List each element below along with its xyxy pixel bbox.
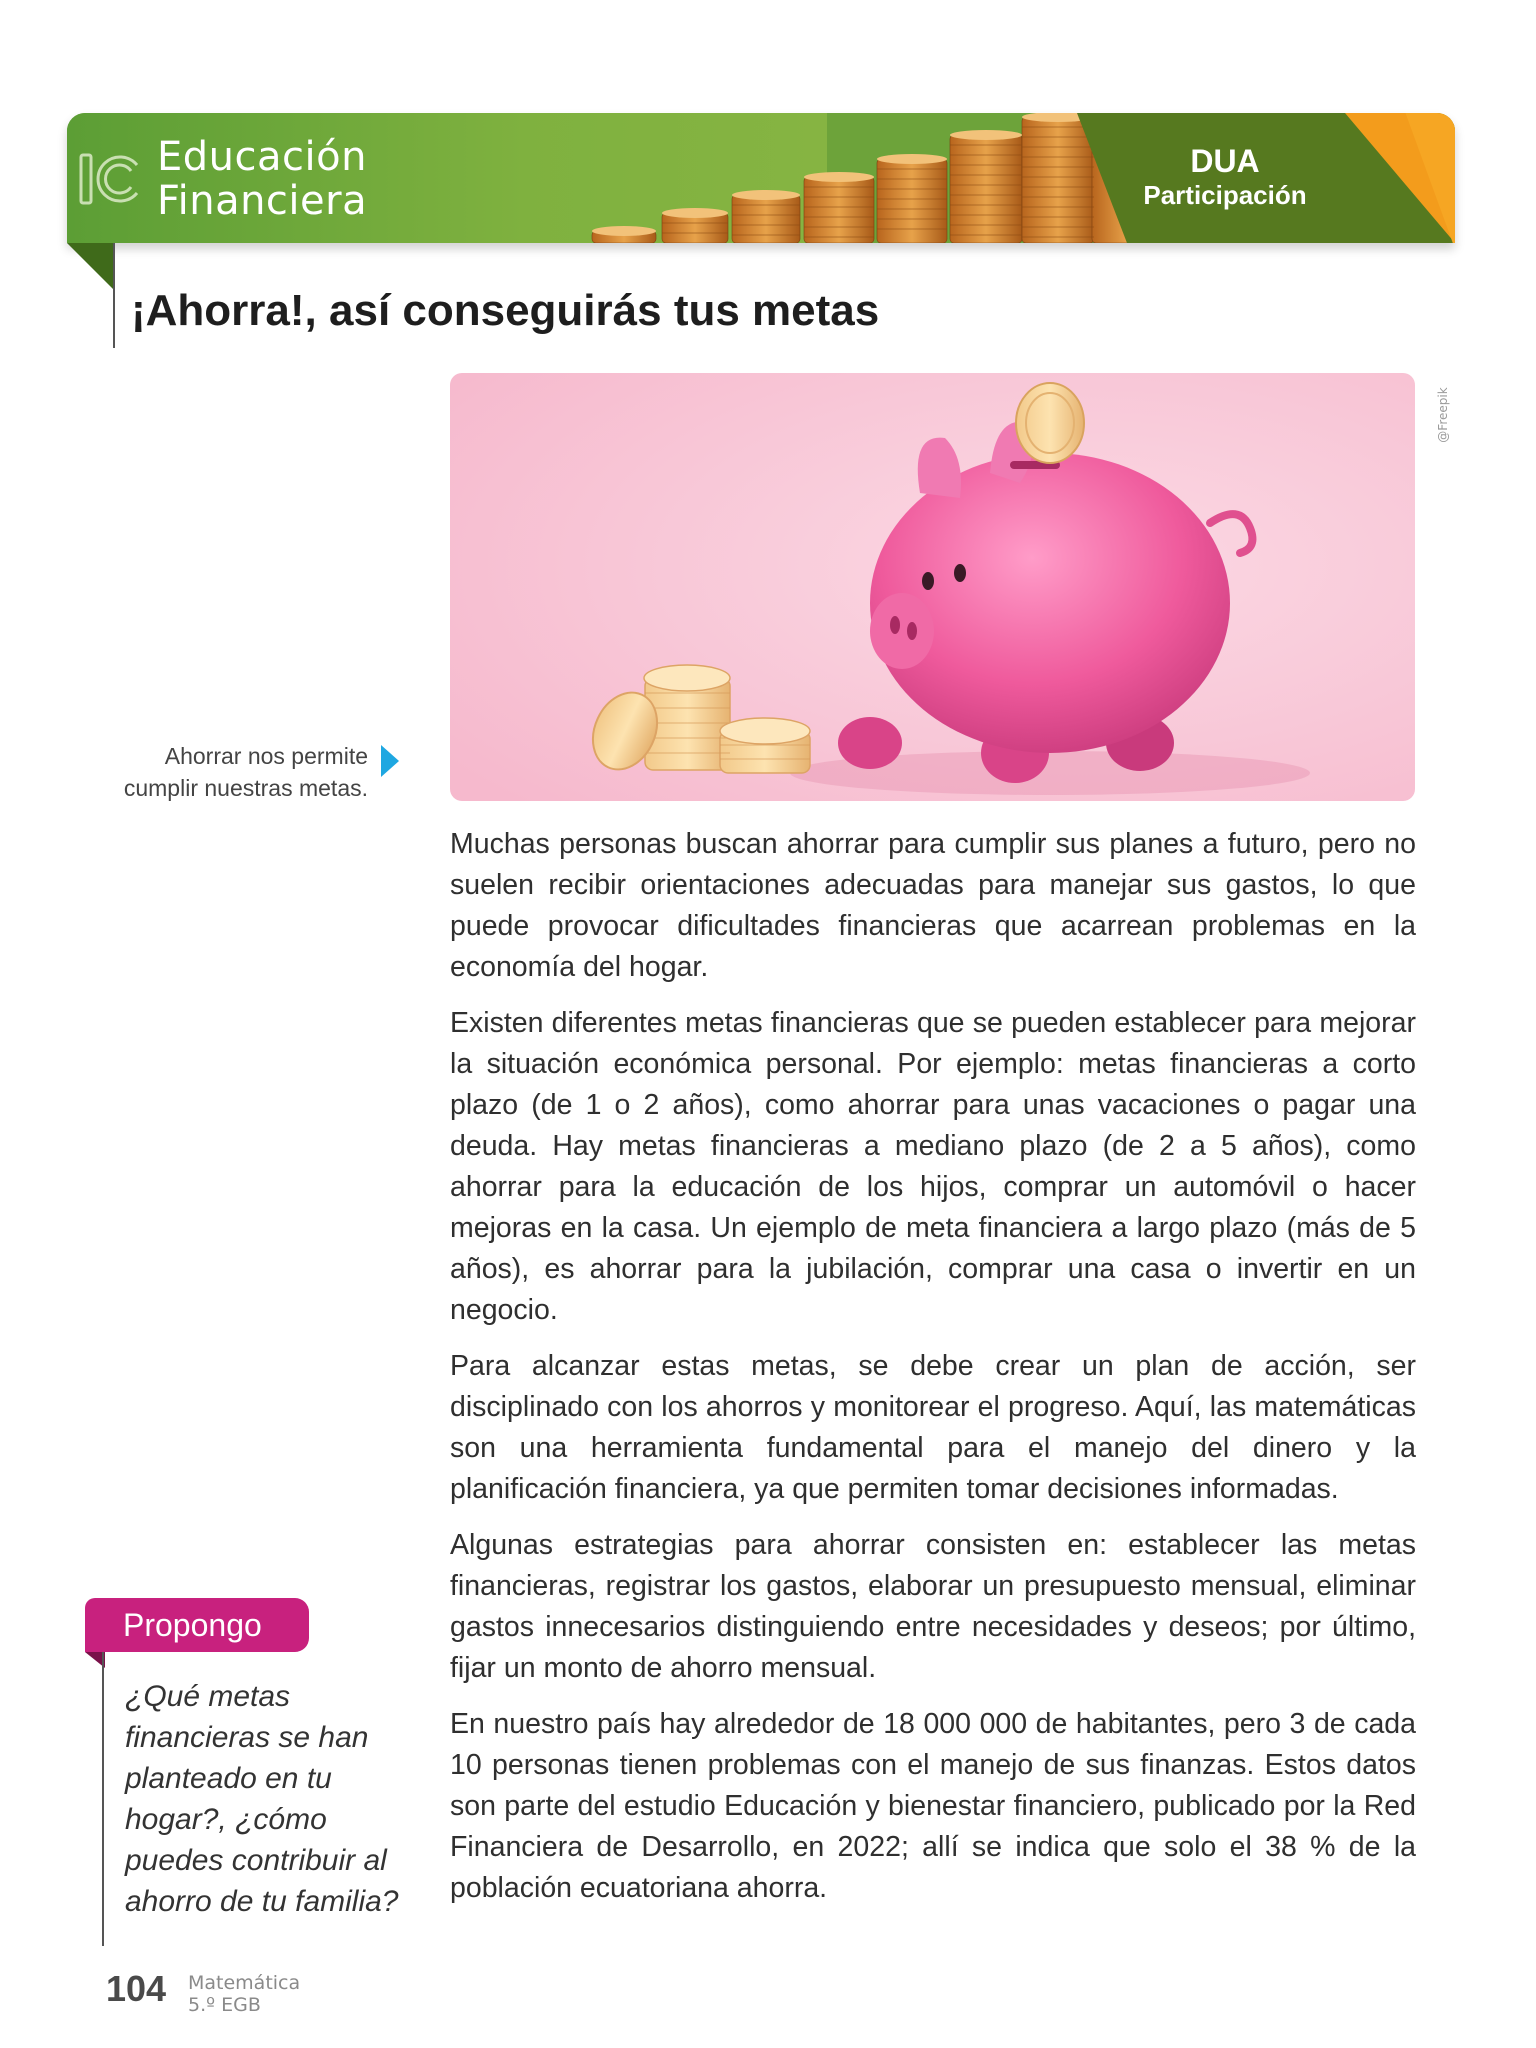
section-title-line2: Financiera [157, 178, 368, 224]
propongo-question: ¿Qué metas financieras se han planteado en tu hogar?, ¿cómo puedes contribuir al ahorro de tu familia? [125, 1680, 399, 1918]
dua-badge-title: DUA [1190, 143, 1260, 179]
image-credit [1408, 380, 1454, 450]
paragraph: Muchas personas buscan ahorrar para cumplir sus planes a futuro, pero no suelen recibir orientaciones adecuadas para manejar sus gastos, lo que puede provocar dificultades financieras que acarrean problemas en la economía del hogar. [450, 828, 1416, 983]
section-title-line1: Educación [157, 134, 367, 180]
page-number: 104 [106, 1968, 167, 2009]
propongo-rule [102, 1652, 104, 1946]
piggy-bank-photo [450, 373, 1415, 801]
page-title: ¡Ahorra!, así conseguirás tus metas [131, 286, 880, 335]
header-banner [67, 113, 1455, 243]
caption-arrow-icon [381, 745, 399, 777]
body-text [450, 824, 1416, 1924]
coin-stacks-illustration [517, 113, 1167, 243]
dua-badge-subtitle: Participación [1143, 180, 1307, 210]
propongo-label: Propongo [85, 1598, 309, 1652]
dua-badge [1125, 143, 1325, 211]
section-title [157, 135, 367, 223]
image-caption: Ahorrar nos permite cumplir nuestras metas. [123, 743, 368, 801]
banner-fold [67, 243, 115, 291]
paragraph: Para alcanzar estas metas, se debe crear un plan de acción, ser disciplinado con los ahorros y monitorear el progreso. Aquí, las matemáticas son una herramienta fundamental para el manejo del dinero y la planificación financiera, ya que permiten tomar decisiones informadas. [450, 1350, 1416, 1505]
subject-name: Matemática [188, 1972, 301, 1994]
image-credit-text: @Freepik [1436, 387, 1450, 443]
piggy-bank-illustration [450, 373, 1415, 801]
grade-level: 5.º EGB [188, 1994, 261, 2016]
paragraph: En nuestro país hay alrededor de 18 000 000 de habitantes, pero 3 de cada 10 personas tienen problemas con el manejo de sus finanzas. Estos datos son parte del estudio Educación y bienestar financiero, publicado por la Red Financiera de Desarrollo, en 2022; allí se indica que solo el 38 % de la población ecuatoriana ahorra. [450, 1708, 1416, 1904]
paragraph: Algunas estrategias para ahorrar consisten en: establecer las metas financieras, registrar los gastos, elaborar un presupuesto mensual, eliminar gastos innecesarios distinguiendo entre necesidades y deseos; por último, fijar un monto de ahorro mensual. [450, 1529, 1416, 1684]
paragraph: Existen diferentes metas financieras que se pueden establecer para mejorar la situación económica personal. Por ejemplo: metas financieras a corto plazo (de 1 o 2 años), como ahorrar para unas vacaciones o pagar una deuda. Hay metas financieras a mediano plazo (de 2 a 5 años), como ahorrar para la educación de los hijos, comprar un automóvil o hacer mejoras en la casa. Un ejemplo de meta financiera a largo plazo (más de 5 años), es ahorrar para la jubilación, comprar una casa o invertir en un negocio. [450, 1007, 1416, 1326]
ic-logo-icon [75, 149, 145, 209]
subject-info [188, 1972, 300, 2016]
title-rule [113, 243, 115, 348]
